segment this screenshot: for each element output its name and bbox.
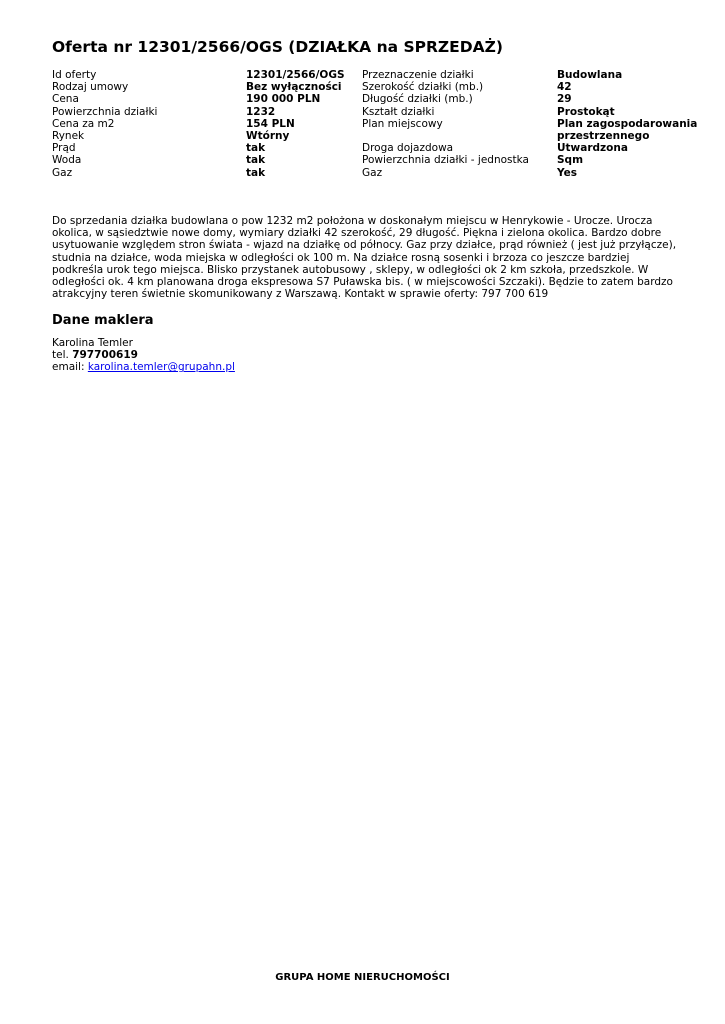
detail-value: 29: [557, 93, 572, 106]
broker-phone-line: [52, 349, 235, 361]
detail-row: [52, 69, 712, 81]
detail-label: [362, 130, 557, 142]
page-title: Oferta nr 12301/2566/OGS (DZIAŁKA na SPRZEDAŻ): [52, 38, 503, 56]
detail-value: Utwardzona: [557, 142, 628, 155]
detail-value: 1232: [246, 105, 276, 118]
detail-label: Rodzaj umowy: [52, 81, 129, 94]
detail-label: Gaz: [52, 166, 73, 179]
detail-label: Prąd: [52, 142, 76, 155]
detail-value: 42: [557, 81, 572, 94]
detail-label: Powierzchnia działki: [52, 105, 158, 118]
detail-value: tak: [246, 154, 266, 167]
detail-row: [52, 93, 712, 105]
detail-value: 190 000 PLN: [246, 93, 321, 106]
footer-company: GRUPA HOME NIERUCHOMOŚCI: [275, 972, 450, 983]
broker-email-line: [52, 361, 235, 373]
offer-details-table: [52, 69, 712, 179]
detail-label: Id oferty: [52, 69, 97, 81]
broker-info: [52, 337, 235, 374]
detail-row: [52, 106, 712, 118]
detail-label: Woda: [52, 154, 82, 167]
detail-value: Budowlana: [557, 69, 623, 81]
broker-heading: Dane maklera: [52, 313, 154, 328]
detail-label: Długość działki (mb.): [362, 93, 473, 106]
detail-label: Gaz: [362, 166, 383, 179]
detail-value: Plan zagospodarowania: [557, 117, 698, 130]
detail-label: Przeznaczenie działki: [362, 69, 474, 81]
detail-row: [52, 81, 712, 93]
detail-label: Cena: [52, 93, 79, 106]
broker-name: Karolina Temler: [52, 337, 133, 349]
detail-label: Droga dojazdowa: [362, 142, 454, 155]
detail-value: Sqm: [557, 154, 584, 167]
detail-value: Yes: [557, 166, 578, 179]
detail-value: tak: [246, 166, 266, 179]
detail-label: Plan miejscowy: [362, 117, 443, 130]
detail-row: [52, 154, 712, 166]
detail-label: Kształt działki: [362, 105, 435, 118]
detail-label: Powierzchnia działki - jednostka: [362, 154, 529, 167]
offer-details-body: [52, 69, 712, 179]
offer-description: Do sprzedania działka budowlana o pow 1232 m2 położona w doskonałym miejscu w Henrykowie - Urocze. Urocza okolica, w sąsiedztwie nowe domy, wymiary działki 42 szerokość, 29 długość. Piękna i zielona okolica. Bardzo dobre usytuowanie względem stron świata - wjazd na działkę od północy. Gaz przy działce, prąd również ( jest już przyłącze), studnia na działce, woda miejska w odległości ok 100 m. Na działce rosną sosenki i brzoza co jeszcze bardziej podkreśla urok tego miejsca. Blisko przystanek autobusowy , sklepy, w odległości ok 2 km szkoła, przedszkole. W odległości ok. 4 km planowana droga ekspresowa S7 Puławska bis. ( w miejscowości Szczaki). Będzie to zatem bardzo atrakcyjny teren świetnie skomunikowany z Warszawą. Kontakt w sprawie oferty: 797 700 619: [52, 215, 677, 301]
detail-value: 154 PLN: [246, 117, 295, 130]
detail-value: 12301/2566/OGS: [246, 69, 345, 81]
detail-label: Cena za m2: [52, 117, 115, 130]
detail-label: Rynek: [52, 130, 85, 143]
broker-phone: 797700619: [72, 349, 138, 362]
detail-row: [52, 118, 712, 130]
detail-value: Prostokąt: [557, 105, 615, 118]
detail-value: Wtórny: [246, 130, 290, 143]
detail-row: [52, 167, 712, 179]
broker-email-link[interactable]: karolina.temler@grupahn.pl: [87, 361, 235, 374]
detail-value: przestrzennego: [557, 130, 650, 143]
detail-row: [52, 142, 712, 154]
broker-phone-label: tel.: [52, 349, 69, 362]
detail-row: [52, 130, 712, 142]
detail-value: tak: [246, 142, 266, 155]
detail-label: Szerokość działki (mb.): [362, 81, 484, 94]
broker-email-label: email:: [52, 361, 85, 374]
detail-value: Bez wyłączności: [246, 81, 342, 94]
